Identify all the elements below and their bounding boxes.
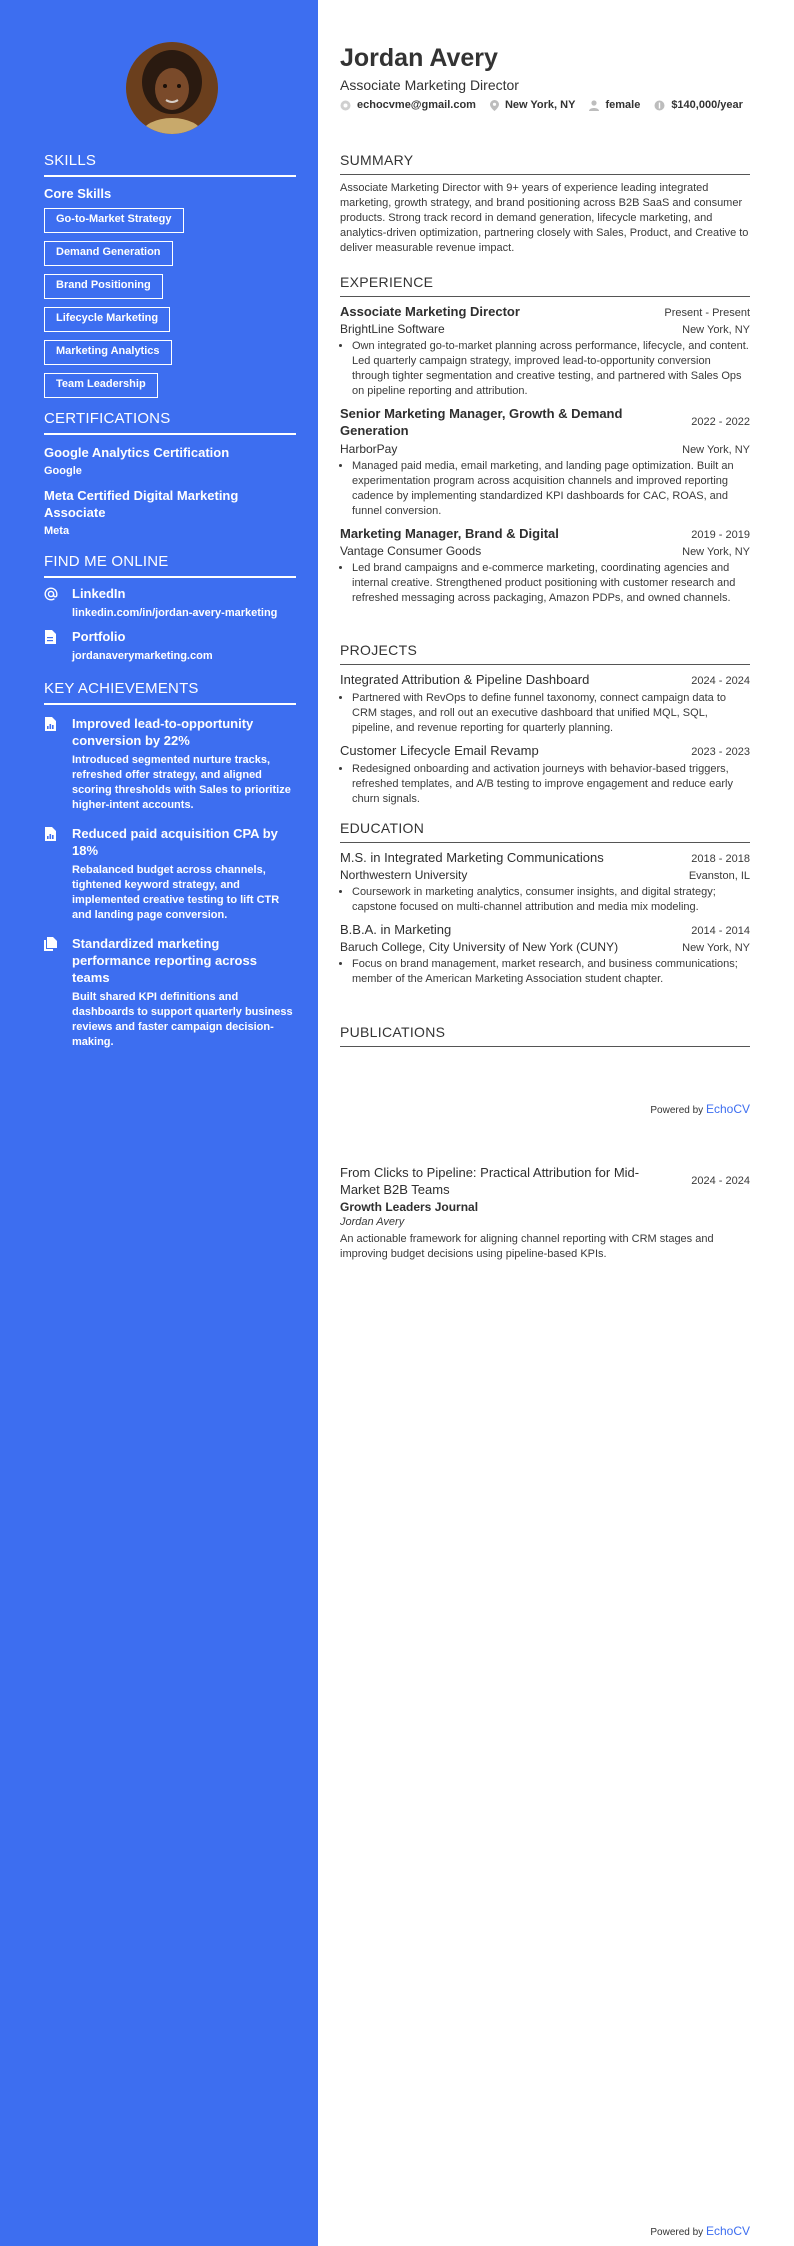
school-location: Evanston, IL (688, 870, 750, 882)
document-icon (44, 630, 56, 644)
publication-journal: Growth Leaders Journal (340, 1200, 479, 1214)
education-date: 2014 - 2014 (691, 925, 750, 937)
job-title: Associate Marketing Director (340, 304, 520, 319)
publication-item (340, 1164, 750, 1262)
certification-item (44, 444, 296, 477)
contact-salary (654, 99, 743, 111)
salary-text: $140,000/year (671, 99, 743, 111)
contact-email[interactable] (340, 99, 476, 111)
achievement-item (44, 935, 296, 1050)
experience-title: EXPERIENCE (340, 274, 750, 297)
job-title: Senior Marketing Manager, Growth & Demand Generation (340, 406, 623, 438)
job-date: Present - Present (664, 307, 750, 319)
online-label: Portfolio (72, 629, 126, 644)
location-pin-icon (490, 100, 499, 111)
location-text: New York, NY (504, 99, 576, 111)
education-title: EDUCATION (340, 820, 750, 843)
gender-text: female (605, 99, 641, 111)
company-name: BrightLine Software (340, 322, 445, 336)
summary-section (340, 152, 750, 256)
at-icon (44, 587, 58, 601)
summary-title: SUMMARY (340, 152, 750, 175)
experience-item (340, 525, 750, 606)
summary-text: Associate Marketing Director with 9+ years of experience leading integrated marketing, growth strategy, and brand positioning across B2B SaaS and consumer products. Strong track record in demand generation, lifecycle marketing, and analytics-driven optimization, partnering closely with Sales, Product, and Creative to deliver measurable revenue impact. (340, 182, 749, 254)
project-bullet: • Partnered with RevOps to define funnel taxonomy, connect campaign data to CRM stages, and roll out an executive dashboard that unified MQL, SQL, pipeline, and revenue reporting for quarterly planning. (352, 691, 750, 736)
skill-tag: Go-to-Market Strategy (44, 208, 184, 233)
job-location: New York, NY (682, 444, 750, 456)
dollar-icon (654, 100, 665, 111)
brand-logo[interactable]: EchoCV (705, 1102, 750, 1116)
education-item (340, 849, 750, 915)
linkedin-link[interactable] (44, 586, 296, 619)
achievement-item (44, 715, 296, 813)
school-name: Baruch College, City University of New York (CUNY) (340, 940, 619, 954)
certification-org: Meta (44, 525, 70, 537)
company-name: HarborPay (340, 442, 398, 456)
experience-section (340, 274, 750, 606)
skill-tag: Lifecycle Marketing (44, 307, 170, 332)
job-location: New York, NY (682, 546, 750, 558)
powered-by-footer (650, 2224, 750, 2238)
job-bullet: • Managed paid media, email marketing, and landing page optimization. Built an experimentation program across acquisition channels and improved reporting cadence by implementing standardized KPI dashboards for CAC, ROAS, and funnel conversion. (352, 459, 750, 519)
publication-date: 2024 - 2024 (691, 1175, 750, 1187)
achievement-description: Introduced segmented nurture tracks, refreshed offer strategy, and aligned scoring thresholds with Sales to prioritize higher-intent accounts. (72, 754, 291, 811)
skills-section (44, 152, 296, 398)
certifications-section (44, 410, 296, 537)
email-icon (340, 100, 351, 111)
project-item (340, 742, 750, 807)
certification-name: Google Analytics Certification (44, 445, 230, 460)
publication-title: From Clicks to Pipeline: Practical Attribution for Mid-Market B2B Teams (340, 1165, 640, 1197)
online-url[interactable]: linkedin.com/in/jordan-avery-marketing (72, 607, 278, 619)
candidate-role: Associate Marketing Director (340, 77, 519, 93)
achievement-title: Reduced paid acquisition CPA by 18% (72, 826, 278, 858)
job-bullet: • Led brand campaigns and e-commerce marketing, coordinating agencies and internal creative. Strengthened product positioning with customer research and refreshed messaging across packaging, Amazon PDPs, and owned channels. (352, 561, 750, 606)
publications-section (340, 1024, 750, 1047)
powered-by-text: Powered by (650, 1105, 704, 1116)
projects-section (340, 642, 750, 807)
skill-tag: Demand Generation (44, 241, 173, 266)
copy-documents-icon (44, 937, 57, 951)
chart-document-icon (44, 827, 56, 841)
education-bullet: • Coursework in marketing analytics, consumer insights, and digital strategy; capstone focused on multi-channel attribution and media mix modeling. (352, 885, 750, 915)
projects-title: PROJECTS (340, 642, 750, 665)
certification-org: Google (44, 465, 82, 477)
online-title: FIND ME ONLINE (44, 553, 296, 578)
skill-tag: Brand Positioning (44, 274, 163, 299)
contact-location (490, 99, 576, 111)
contact-bar (340, 99, 757, 111)
project-date: 2024 - 2024 (691, 675, 750, 687)
job-title: Marketing Manager, Brand & Digital (340, 526, 559, 541)
publications-title: PUBLICATIONS (340, 1024, 750, 1047)
job-date: 2022 - 2022 (691, 416, 750, 428)
school-location: New York, NY (682, 942, 750, 954)
publication-description: An actionable framework for aligning channel reporting with CRM stages and improving budget decisions using pipeline-based KPIs. (340, 1233, 714, 1260)
project-bullet: • Redesigned onboarding and activation journeys with behavior-based triggers, refreshed templates, and A/B testing to improve engagement and reduce early churn signals. (352, 762, 750, 807)
achievement-description: Rebalanced budget across channels, tightened keyword strategy, and implemented creative testing to lift CTR and landing page conversion. (72, 864, 280, 921)
core-skills-subtitle: Core Skills (44, 186, 112, 201)
achievements-section (44, 680, 296, 1050)
job-location: New York, NY (682, 324, 750, 336)
online-section (44, 553, 296, 662)
school-name: Northwestern University (340, 868, 468, 882)
degree: B.B.A. in Marketing (340, 922, 452, 937)
online-url[interactable]: jordanaverymarketing.com (72, 650, 213, 662)
project-title: Integrated Attribution & Pipeline Dashboard (340, 672, 590, 687)
person-icon (589, 100, 599, 111)
job-date: 2019 - 2019 (691, 529, 750, 541)
job-bullet: • Own integrated go-to-market planning across performance, lifecycle, and content. Led quarterly campaign strategy, improved lead-to-opportunity conversion through tighter segmentation and creative testing, and partnered with Sales Ops on pipeline reporting and attribution. (352, 339, 750, 399)
project-title: Customer Lifecycle Email Revamp (340, 743, 539, 758)
brand-logo[interactable]: EchoCV (705, 2224, 750, 2238)
education-item (340, 921, 750, 987)
project-date: 2023 - 2023 (691, 746, 750, 758)
online-label: LinkedIn (72, 586, 126, 601)
publication-author: Jordan Avery (340, 1216, 405, 1228)
email-text: echocvme@gmail.com (357, 99, 476, 111)
education-section (340, 820, 750, 987)
powered-by-footer (650, 1102, 750, 1116)
certification-name: Meta Certified Digital Marketing Associate (44, 488, 239, 520)
achievements-title: KEY ACHIEVEMENTS (44, 680, 296, 705)
chart-document-icon (44, 717, 56, 731)
certification-item (44, 487, 296, 537)
education-date: 2018 - 2018 (691, 853, 750, 865)
project-item (340, 671, 750, 736)
experience-item (340, 405, 750, 519)
powered-by-text: Powered by (650, 2227, 704, 2238)
skill-tag: Team Leadership (44, 373, 158, 398)
contact-gender (589, 99, 640, 111)
achievement-description: Built shared KPI definitions and dashboards to support quarterly business reviews and faster campaign decision-making. (72, 991, 293, 1048)
achievement-title: Standardized marketing performance reporting across teams (72, 936, 257, 985)
achievement-item (44, 825, 296, 923)
experience-item (340, 303, 750, 399)
company-name: Vantage Consumer Goods (340, 544, 482, 558)
candidate-name: Jordan Avery (340, 44, 498, 72)
sidebar (0, 0, 318, 2246)
education-bullet: • Focus on brand management, market research, and business communications; member of the American Marketing Association student chapter. (352, 957, 750, 987)
degree: M.S. in Integrated Marketing Communications (340, 850, 604, 865)
achievement-title: Improved lead-to-opportunity conversion by 22% (72, 716, 254, 748)
skills-title: SKILLS (44, 152, 296, 177)
certifications-title: CERTIFICATIONS (44, 410, 296, 435)
avatar (126, 42, 218, 134)
skill-tag: Marketing Analytics (44, 340, 172, 365)
portfolio-link[interactable] (44, 629, 296, 662)
